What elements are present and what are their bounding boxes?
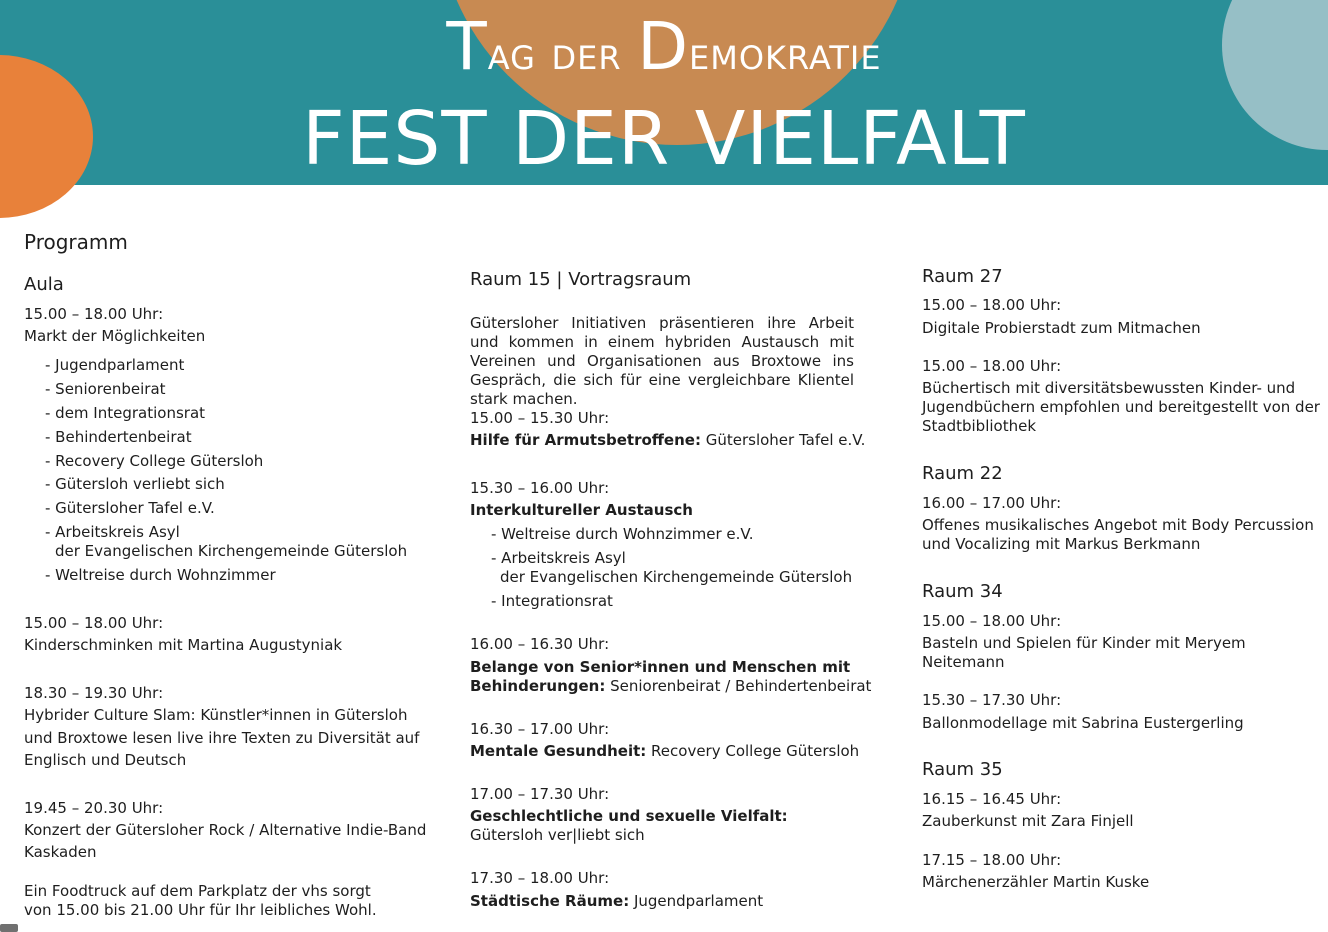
raum27-desc-2: Büchertisch mit diversitätsbewussten Kinder- und bbox=[922, 379, 1296, 397]
raum15-time-1: 15.00 – 15.30 Uhr: bbox=[470, 409, 610, 427]
raum15-desc-3: Belange von Senior*innen und Menschen mit bbox=[470, 658, 851, 676]
aula-list-item: - Jugendparlament bbox=[45, 356, 185, 374]
aula-desc-4: Kaskaden bbox=[24, 843, 97, 861]
raum15-time-4: 16.30 – 17.00 Uhr: bbox=[470, 720, 610, 738]
raum35-desc-1: Zauberkunst mit Zara Finjell bbox=[922, 812, 1134, 830]
raum22-heading: Raum 22 bbox=[922, 463, 1003, 484]
raum34-time-2: 15.30 – 17.30 Uhr: bbox=[922, 691, 1062, 709]
aula-time-4: 19.45 – 20.30 Uhr: bbox=[24, 799, 164, 817]
aula-list-item: - Arbeitskreis Asyl bbox=[45, 523, 180, 541]
aula-time-1: 15.00 – 18.00 Uhr: bbox=[24, 305, 164, 323]
aula-list-item: - Gütersloher Tafel e.V. bbox=[45, 499, 215, 517]
aula-list-item: - Recovery College Gütersloh bbox=[45, 452, 264, 470]
aula-list-item: - Weltreise durch Wohnzimmer bbox=[45, 566, 276, 584]
title-line-1: Tag der Demokratie bbox=[446, 8, 882, 85]
raum34-desc-1: Neitemann bbox=[922, 653, 1005, 671]
raum15-list-item: der Evangelischen Kirchengemeinde Gütersloh bbox=[500, 568, 853, 586]
aula-desc-3: Hybrider Culture Slam: Künstler*innen in Gütersloh bbox=[24, 706, 408, 724]
raum15-desc-3: Behinderungen: Seniorenbeirat / Behindertenbeirat bbox=[470, 677, 872, 695]
raum15-desc-4: Mentale Gesundheit: Recovery College Gütersloh bbox=[470, 742, 860, 760]
raum15-list-item: - Integrationsrat bbox=[491, 592, 613, 610]
raum27-desc-2: Jugendbüchern empfohlen und bereitgestellt von der bbox=[922, 398, 1320, 416]
raum27-time-2: 15.00 – 18.00 Uhr: bbox=[922, 357, 1062, 375]
raum15-list-item: - Arbeitskreis Asyl bbox=[491, 549, 626, 567]
raum22-desc-1: Offenes musikalisches Angebot mit Body Percussion bbox=[922, 516, 1314, 534]
corner-marker bbox=[0, 924, 18, 932]
aula-time-3: 18.30 – 19.30 Uhr: bbox=[24, 684, 164, 702]
raum35-heading: Raum 35 bbox=[922, 759, 1003, 780]
raum27-desc-2: Stadtbibliothek bbox=[922, 417, 1037, 435]
raum34-time-1: 15.00 – 18.00 Uhr: bbox=[922, 612, 1062, 630]
title-line-2: FEST DER VIELFALT bbox=[302, 96, 1026, 182]
aula-desc-2: Kinderschminken mit Martina Augustyniak bbox=[24, 636, 343, 654]
aula-list-item: - Gütersloh verliebt sich bbox=[45, 475, 225, 493]
aula-desc-3: und Broxtowe lesen live ihre Texten zu Diversität auf bbox=[24, 729, 420, 747]
aula-list-item: - Seniorenbeirat bbox=[45, 380, 166, 398]
foodtruck-note: von 15.00 bis 21.00 Uhr für Ihr leibliches Wohl. bbox=[24, 901, 377, 919]
aula-desc-1: Markt der Möglichkeiten bbox=[24, 327, 206, 345]
raum35-desc-2: Märchenerzähler Martin Kuske bbox=[922, 873, 1150, 891]
aula-heading: Aula bbox=[24, 274, 64, 295]
raum34-desc-2: Ballonmodellage mit Sabrina Eustergerling bbox=[922, 714, 1244, 732]
raum15-time-6: 17.30 – 18.00 Uhr: bbox=[470, 869, 610, 887]
raum27-desc-1: Digitale Probierstadt zum Mitmachen bbox=[922, 319, 1201, 337]
raum15-intro: Gütersloher Initiativen präsentieren ihre Arbeit und kommen in einem hybriden Austausch mit Vereinen und Organisationen aus Broxtowe ins Gespräch, die sich für eine vergleichbare Klientel stark machen. bbox=[470, 314, 854, 408]
raum15-desc-6: Städtische Räume: Jugendparlament bbox=[470, 892, 764, 910]
raum15-list-item: - Weltreise durch Wohnzimmer e.V. bbox=[491, 525, 754, 543]
raum15-desc-5: Geschlechtliche und sexuelle Vielfalt: bbox=[470, 807, 788, 825]
raum15-time-3: 16.00 – 16.30 Uhr: bbox=[470, 635, 610, 653]
raum15-time-2: 15.30 – 16.00 Uhr: bbox=[470, 479, 610, 497]
raum34-heading: Raum 34 bbox=[922, 581, 1003, 602]
raum27-time-1: 15.00 – 18.00 Uhr: bbox=[922, 296, 1062, 314]
raum35-time-1: 16.15 – 16.45 Uhr: bbox=[922, 790, 1062, 808]
header-banner bbox=[0, 0, 1328, 185]
raum15-desc-5: Gütersloh ver|liebt sich bbox=[470, 826, 645, 844]
raum15-desc-2: Interkultureller Austausch bbox=[470, 501, 693, 519]
raum15-time-5: 17.00 – 17.30 Uhr: bbox=[470, 785, 610, 803]
program-heading: Programm bbox=[24, 230, 128, 254]
raum35-time-2: 17.15 – 18.00 Uhr: bbox=[922, 851, 1062, 869]
aula-desc-4: Konzert der Gütersloher Rock / Alternative Indie-Band bbox=[24, 821, 427, 839]
aula-list-item: der Evangelischen Kirchengemeinde Gütersloh bbox=[55, 542, 408, 560]
aula-desc-3: Englisch und Deutsch bbox=[24, 751, 187, 769]
raum15-desc-1: Hilfe für Armutsbetroffene: Gütersloher Tafel e.V. bbox=[470, 431, 866, 449]
raum27-heading: Raum 27 bbox=[922, 266, 1003, 287]
aula-list-item: - Behindertenbeirat bbox=[45, 428, 192, 446]
raum34-desc-1: Basteln und Spielen für Kinder mit Meryem bbox=[922, 634, 1246, 652]
aula-time-2: 15.00 – 18.00 Uhr: bbox=[24, 614, 164, 632]
raum22-desc-1: und Vocalizing mit Markus Berkmann bbox=[922, 535, 1201, 553]
aula-list-item: - dem Integrationsrat bbox=[45, 404, 206, 422]
raum22-time-1: 16.00 – 17.00 Uhr: bbox=[922, 494, 1062, 512]
raum15-heading: Raum 15 | Vortragsraum bbox=[470, 269, 692, 290]
foodtruck-note: Ein Foodtruck auf dem Parkplatz der vhs sorgt bbox=[24, 882, 371, 900]
